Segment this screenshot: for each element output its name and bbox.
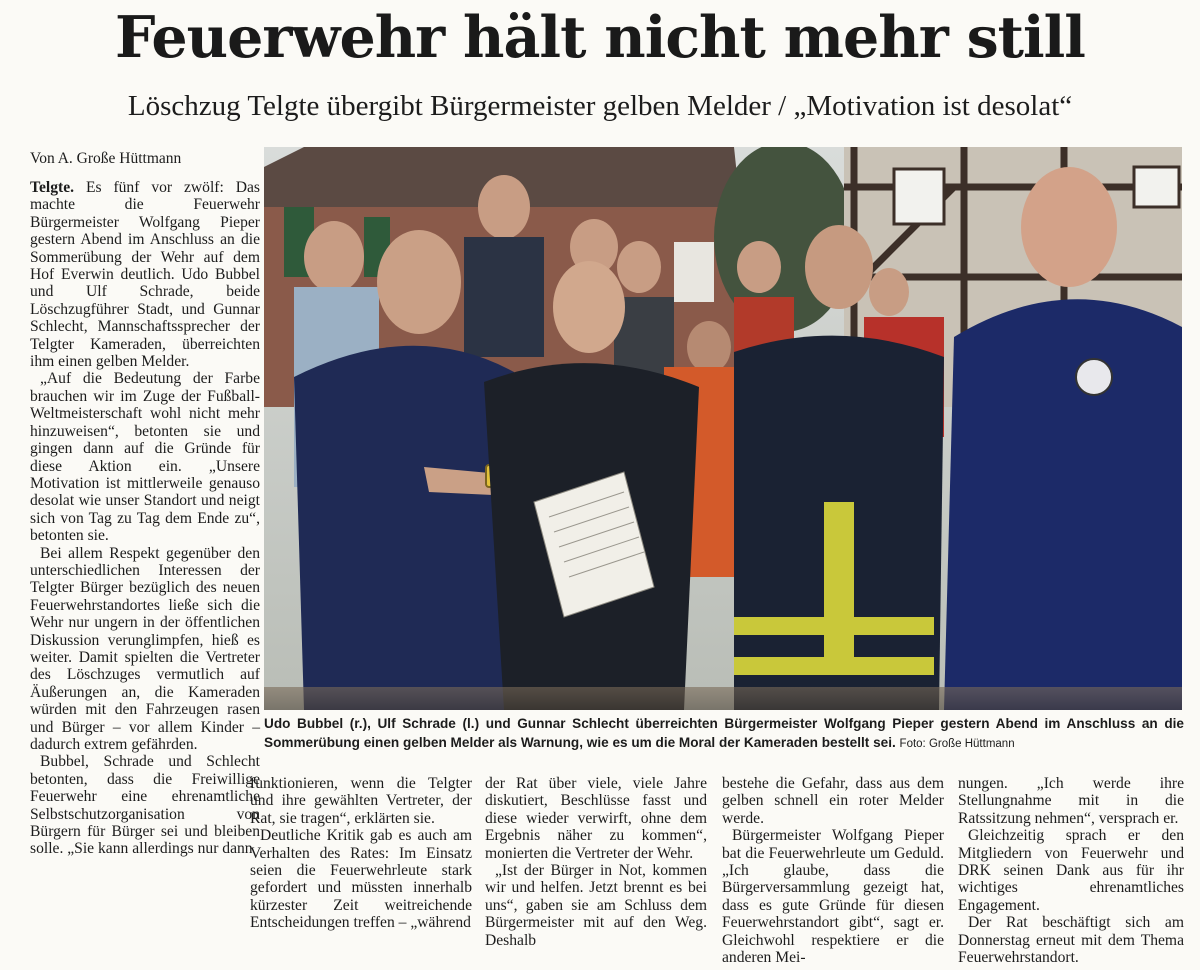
- paragraph: „Ist der Bürger in Not, kommen wir und helfen. Jetzt brennt es bei uns“, gaben sie am Schluss dem Bürgermeister mit auf den Weg. Deshalb: [485, 862, 707, 949]
- paragraph: Der Rat beschäftigt sich am Donnerstag erneut mit dem Thema Feuerwehrstandort.: [958, 914, 1184, 967]
- photo-credit: Foto: Große Hüttmann: [899, 738, 1015, 750]
- article-column-5: [958, 775, 1184, 966]
- paragraph: nungen. „Ich werde ihre Stellungnahme mit in die Ratssitzung nehmen“, versprach er.: [958, 775, 1184, 827]
- article-column-2: [250, 775, 472, 932]
- article-photo: [264, 147, 1182, 710]
- paragraph-text: Es fünf vor zwölf: Das machte die Feuerwehr Bürgermeister Wolfgang Pieper gestern Abend im Anschluss an die Sommerübung der Wehr auf dem Hof Everwin deutlich. Udo Bubbel und Ulf Schrade, beide Löschzugführer Stadt, und Gunnar Schlecht, Mannschaftssprecher der Telgter Kameraden, überreichten ihm einen gelben Melder.: [30, 179, 260, 371]
- article-column-1: [30, 179, 260, 858]
- article-column-3: [485, 775, 707, 949]
- paragraph: funktionieren, wenn die Telgter und ihre gewählten Vertreter, der Rat, sie tragen“, erklärten sie.: [250, 775, 472, 827]
- paragraph: [30, 179, 260, 370]
- paragraph: der Rat über viele, viele Jahre diskutiert, Beschlüsse fasst und diese wieder verwirft, ohne dem Ergebnis näher zu kommen“, monierten die Vertreter der Wehr.: [485, 775, 707, 862]
- subheadline: Löschzug Telgte übergibt Bürgermeister gelben Melder / „Motivation ist desolat“: [127, 90, 1073, 122]
- paragraph: „Auf die Bedeutung der Farbe brauchen wir im Zuge der Fußball-Weltmeisterschaft wohl nicht mehr hinzuweisen“, betonten sie und gingen dann auf die Gründe für diese Aktion ein. „Unsere Motivation ist mittlerweile genauso desolat wie unser Standort und neigt sich von Tag zu Tag dem Ende zu“, betonten sie.: [30, 370, 260, 545]
- headline: Feuerwehr hält nicht mehr still: [115, 4, 1085, 71]
- caption-text: Udo Bubbel (r.), Ulf Schrade (l.) und Gunnar Schlecht überreichten Bürgermeister Wolfgang Pieper gestern Abend im Anschluss an die Sommerübung einen gelben Melder als Warnung, wie es um die Moral der Kameraden bestellt sei.: [264, 716, 1184, 750]
- paragraph: Bubbel, Schrade und Schlecht betonten, dass die Freiwillige Feuerwehr eine ehrenamtliche Selbstschutzorganisation von Bürgern für Bürger sei und bleiben solle. „Sie kann allerdings nur dann: [30, 753, 260, 858]
- paragraph: Bei allem Respekt gegenüber den unterschiedlichen Interessen der Telgter Bürger bezüglich des neuen Feuerwehrstandortes ließe sich die Wehr nur ungern in der öffentlichen Diskussion verunglimpfen, hieß es weiter. Damit spielten die Vertreter des Löschzuges vermutlich auf Äußerungen an, die Kameraden würden mit den Fahrzeugen rasen und Bürger – vor allem Kinder – dadurch extrem gefährden.: [30, 544, 260, 753]
- paragraph: Bürgermeister Wolfgang Pieper bat die Feuerwehrleute um Geduld. „Ich glaube, dass die Bürgerversammlung gezeigt hat, dass es gute Gründe für diesen Feuerwehrstandort gibt“, sagt er. Gleichwohl respektiere er die anderen Mei-: [722, 827, 944, 967]
- paragraph: bestehe die Gefahr, dass aus dem gelben schnell ein roter Melder werde.: [722, 775, 944, 827]
- paragraph: Gleichzeitig sprach er den Mitgliedern von Feuerwehr und DRK seinen Dank aus für ihr wichtiges ehrenamtliches Engagement.: [958, 827, 1184, 914]
- photo-caption: [264, 714, 1184, 754]
- article-column-4: [722, 775, 944, 966]
- paragraph: Deutliche Kritik gab es auch am Verhalten des Rates: Im Einsatz seien die Feuerwehrleute stark gefordert und müssten innerhalb kürzester Zeit weitreichende Entscheidungen treffen – „während: [250, 827, 472, 932]
- dateline: Telgte.: [30, 179, 75, 196]
- byline: Von A. Große Hüttmann: [30, 150, 182, 167]
